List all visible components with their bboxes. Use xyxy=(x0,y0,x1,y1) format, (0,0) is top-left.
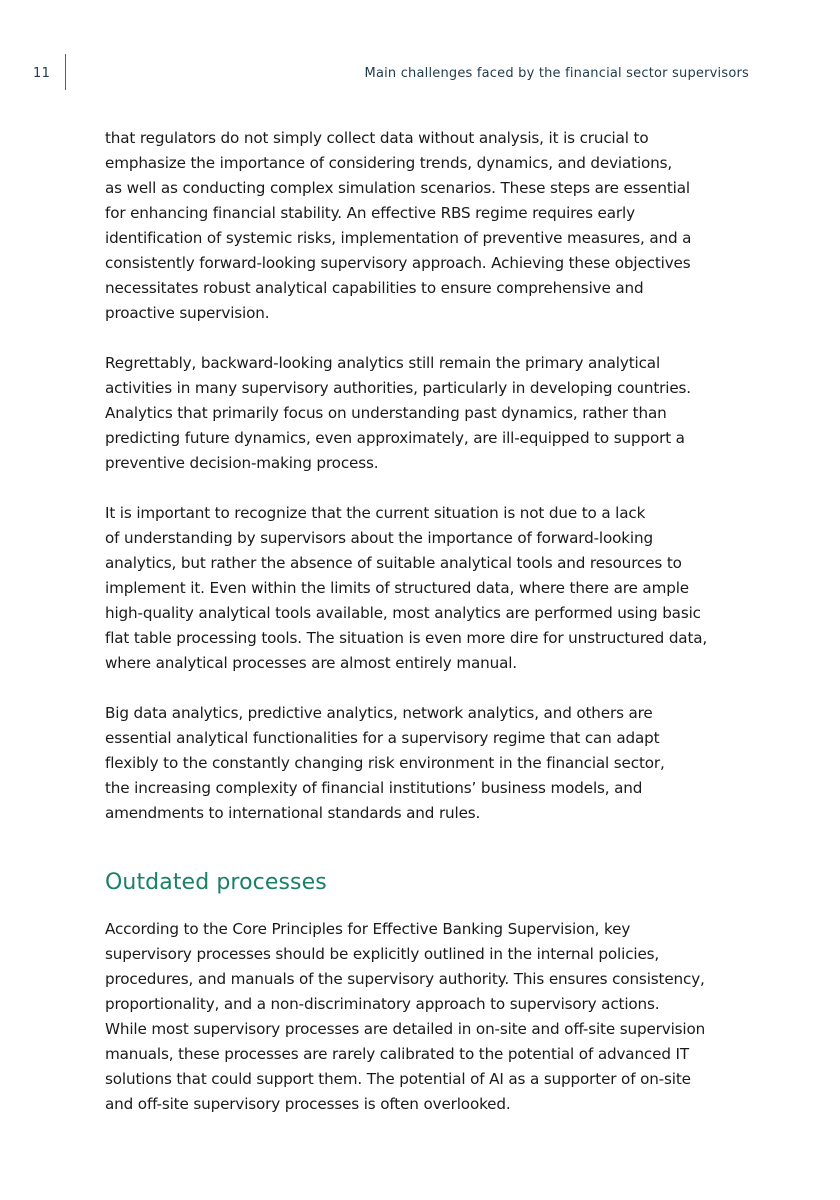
page-body xyxy=(105,126,755,1117)
text-line: While most supervisory processes are detailed in on-site and off-site supervision xyxy=(105,1020,706,1038)
text-line: the increasing complexity of financial institutions’ business models, and xyxy=(105,779,643,797)
text-line: and off-site supervisory processes is often overlooked. xyxy=(105,1095,511,1113)
text-line: Regrettably, backward-looking analytics still remain the primary analytical xyxy=(105,354,661,372)
text-line: flexibly to the constantly changing risk environment in the financial sector, xyxy=(105,754,665,772)
text-line: essential analytical functionalities for a supervisory regime that can adapt xyxy=(105,729,660,747)
header-divider xyxy=(65,54,66,90)
section-paragraph xyxy=(105,917,755,1117)
text-line: identification of systemic risks, implementation of preventive measures, and a xyxy=(105,229,692,247)
body-paragraph-2 xyxy=(105,351,755,476)
text-line: procedures, and manuals of the supervisory authority. This ensures consistency, xyxy=(105,970,705,988)
body-paragraph-1 xyxy=(105,126,755,326)
text-line: solutions that could support them. The potential of AI as a supporter of on-site xyxy=(105,1070,691,1088)
text-line: Analytics that primarily focus on understanding past dynamics, rather than xyxy=(105,404,667,422)
text-line: of understanding by supervisors about the importance of forward-looking xyxy=(105,529,653,547)
page-number: 11 xyxy=(33,66,51,81)
text-line: Big data analytics, predictive analytics, network analytics, and others are xyxy=(105,704,653,722)
text-line: as well as conducting complex simulation scenarios. These steps are essential xyxy=(105,179,690,197)
text-line: activities in many supervisory authorities, particularly in developing countries. xyxy=(105,379,691,397)
text-line: flat table processing tools. The situation is even more dire for unstructured data, xyxy=(105,629,708,647)
text-line: high-quality analytical tools available, most analytics are performed using basic xyxy=(105,604,701,622)
section-heading: Outdated processes xyxy=(105,870,327,895)
text-line: implement it. Even within the limits of structured data, where there are ample xyxy=(105,579,689,597)
text-line: preventive decision-making process. xyxy=(105,454,379,472)
text-line: consistently forward-looking supervisory approach. Achieving these objectives xyxy=(105,254,691,272)
text-line: manuals, these processes are rarely calibrated to the potential of advanced IT xyxy=(105,1045,689,1063)
text-line: predicting future dynamics, even approximately, are ill-equipped to support a xyxy=(105,429,685,447)
body-paragraph-3 xyxy=(105,501,755,676)
text-line: emphasize the importance of considering trends, dynamics, and deviations, xyxy=(105,154,673,172)
text-line: proportionality, and a non-discriminatory approach to supervisory actions. xyxy=(105,995,660,1013)
body-paragraph-4 xyxy=(105,701,755,826)
text-line: where analytical processes are almost entirely manual. xyxy=(105,654,517,672)
text-line: supervisory processes should be explicitly outlined in the internal policies, xyxy=(105,945,660,963)
text-line: analytics, but rather the absence of suitable analytical tools and resources to xyxy=(105,554,682,572)
text-line: According to the Core Principles for Effective Banking Supervision, key xyxy=(105,920,631,938)
text-line: necessitates robust analytical capabilities to ensure comprehensive and xyxy=(105,279,644,297)
text-line: that regulators do not simply collect data without analysis, it is crucial to xyxy=(105,129,649,147)
running-title: Main challenges faced by the financial sector supervisors xyxy=(364,66,749,81)
text-line: amendments to international standards and rules. xyxy=(105,804,481,822)
text-line: It is important to recognize that the current situation is not due to a lack xyxy=(105,504,646,522)
text-line: for enhancing financial stability. An effective RBS regime requires early xyxy=(105,204,635,222)
text-line: proactive supervision. xyxy=(105,304,270,322)
